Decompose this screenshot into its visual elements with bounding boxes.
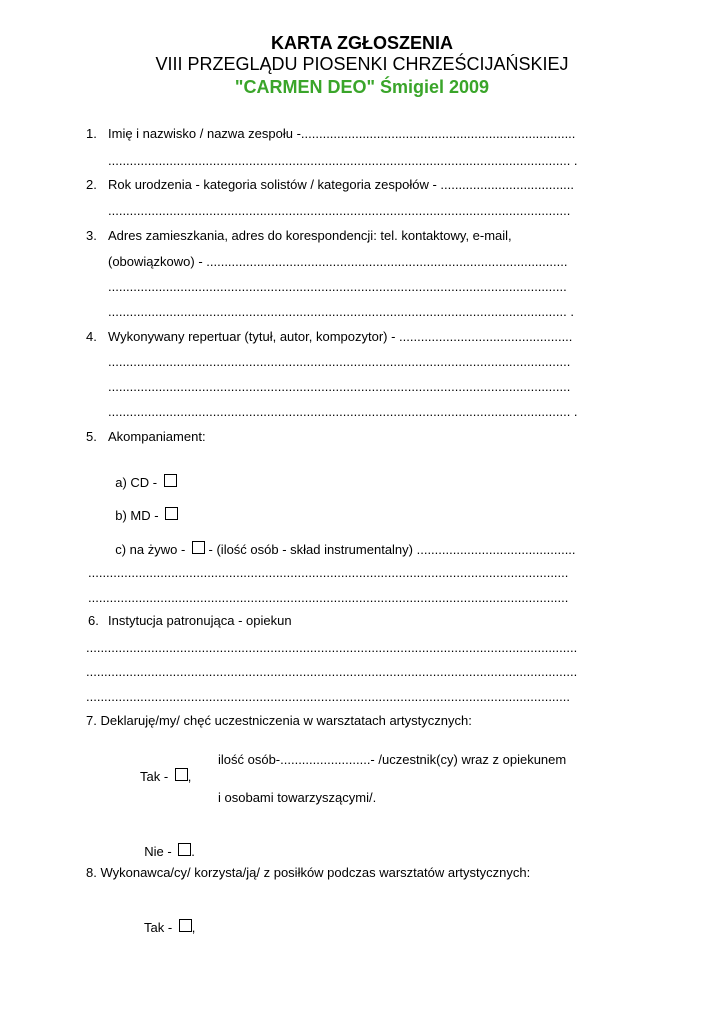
option-live-detail: - (ilość osób - skład instrumentalny) ............................................ xyxy=(204,542,576,557)
meals-yes-checkbox[interactable] xyxy=(179,919,192,932)
workshop-yes-label: Tak - xyxy=(140,769,172,784)
item-4-line-2: ................................................................................................................................ xyxy=(108,379,571,394)
item-3-number: 3. xyxy=(86,228,97,243)
meals-yes-label: Tak - xyxy=(144,920,176,935)
item-3-label: Adres zamieszkania, adres do korespondencji: tel. kontaktowy, e-mail, xyxy=(108,228,512,243)
md-checkbox[interactable] xyxy=(165,507,178,520)
meals-yes xyxy=(137,903,195,936)
item-2-label: Rok urodzenia - kategoria solistów / kategoria zespołów - ..................................... xyxy=(108,177,575,192)
option-md-label: b) MD - xyxy=(115,508,163,523)
workshop-no-label: Nie - xyxy=(144,844,176,859)
option-cd-label: a) CD - xyxy=(115,475,161,490)
participants-note: i osobami towarzyszącymi/. xyxy=(218,790,377,805)
workshop-no xyxy=(137,827,195,860)
meals-yes-comma: , xyxy=(191,920,196,935)
item-5-line-2: ..................................................................................................................................... xyxy=(88,590,569,605)
option-md xyxy=(108,491,178,524)
form-title: KARTA ZGŁOSZENIA xyxy=(271,33,453,53)
workshop-yes xyxy=(133,752,191,785)
item-2-number: 2. xyxy=(86,177,97,192)
item-6-line-2: ........................................................................................................................................ xyxy=(86,664,578,679)
item-4-number: 4. xyxy=(86,329,97,344)
item-6-number: 6. xyxy=(88,613,99,628)
item-5-number: 5. xyxy=(86,429,97,444)
workshop-yes-checkbox[interactable] xyxy=(175,768,188,781)
item-4-line-3: ................................................................................................................................ . xyxy=(108,404,578,419)
item-8-label: 8. Wykonawca/cy/ korzysta/ją/ z posiłków podczas warsztatów artystycznych: xyxy=(86,865,531,880)
live-checkbox[interactable] xyxy=(192,541,205,554)
option-live-label: c) na żywo - xyxy=(115,542,189,557)
item-1-label: Imię i nazwisko / nazwa zespołu -............................................................................ xyxy=(108,126,576,141)
item-1-line: ................................................................................................................................ . xyxy=(108,153,578,168)
participants-count: ilość osób-.........................- /uczestnik(cy) wraz z opiekunem xyxy=(218,752,567,767)
workshop-no-checkbox[interactable] xyxy=(178,843,191,856)
item-4-label: Wykonywany repertuar (tytuł, autor, kompozytor) - ................................................ xyxy=(108,329,573,344)
item-1-number: 1. xyxy=(86,126,97,141)
item-3-line-1: (obowiązkowo) - .................................................................................................... xyxy=(108,254,568,269)
option-live xyxy=(108,525,576,558)
item-6-label: Instytucja patronująca - opiekun xyxy=(108,613,292,628)
event-title: "CARMEN DEO" Śmigiel 2009 xyxy=(234,77,490,97)
workshop-yes-comma: , xyxy=(187,769,192,784)
option-cd xyxy=(108,458,177,491)
item-4-line-1: ................................................................................................................................ xyxy=(108,354,571,369)
item-3-line-2: ............................................................................................................................... xyxy=(108,279,567,294)
item-2-line: ................................................................................................................................ xyxy=(108,203,571,218)
item-6-line-1: ........................................................................................................................................ xyxy=(86,640,578,655)
item-7-label: 7. Deklaruję/my/ chęć uczestniczenia w warsztatach artystycznych: xyxy=(86,713,472,728)
item-3-line-3: ............................................................................................................................... . xyxy=(108,304,574,319)
form-subtitle: VIII PRZEGLĄDU PIOSENKI CHRZEŚCIJAŃSKIEJ xyxy=(155,54,569,74)
item-6-line-3: ...................................................................................................................................... xyxy=(86,689,570,704)
item-5-line-1: ..................................................................................................................................... xyxy=(88,565,569,580)
item-5-label: Akompaniament: xyxy=(108,429,206,444)
workshop-no-dot: . xyxy=(191,844,195,859)
cd-checkbox[interactable] xyxy=(164,474,177,487)
